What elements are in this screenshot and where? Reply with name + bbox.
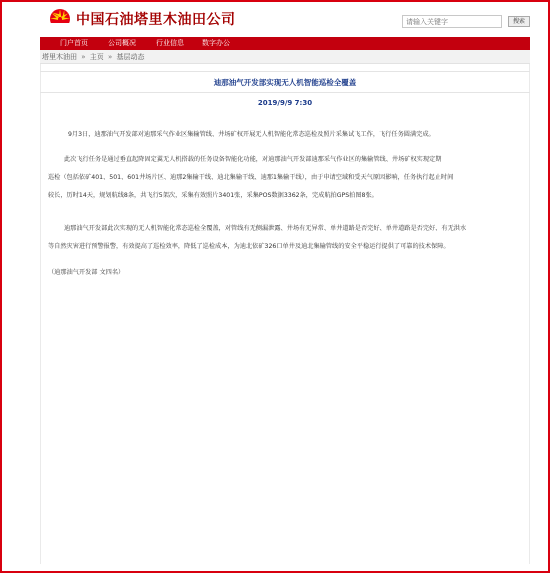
breadcrumb-item-tarim[interactable]: 塔里木油田 — [42, 53, 77, 61]
article-source: （迪那油气开发部 文四名） — [48, 269, 125, 276]
paragraph-line: 等自然灾害进行预警报警，有效提高了巡检效率，降低了巡检成本，为迪北依矿326口单井及迪北集输管线的安全平稳运行提供了可靠的技术保障。 — [48, 243, 450, 250]
article-title: 迪那油气开发部实现无人机智能巡检全覆盖 — [213, 78, 357, 87]
breadcrumb-separator: » — [108, 53, 113, 61]
divider — [40, 71, 530, 72]
search-button[interactable]: 搜索 — [508, 16, 530, 27]
breadcrumb-item-home[interactable]: 主页 — [89, 53, 104, 61]
paragraph-line: 此次飞行任务是通过垂直起降固定翼无人机搭载的任务设备智能化功能，对迪那油气开发部迪那采气作业区的集输管线、井场矿权实现定期 — [64, 156, 442, 163]
search-input[interactable] — [402, 15, 502, 28]
nav-item-home[interactable]: 门户首页 — [60, 39, 88, 47]
breadcrumb-separator: » — [81, 53, 86, 61]
divider — [40, 92, 530, 93]
paragraph-line: 迪那油气开发部此次实现的无人机智能化常态巡检全覆盖，对管线有无侧漏泄露、井场有无异常、单井道路是否完好、单井道路是否完好、有无洪水 — [64, 225, 467, 232]
article-paragraph-1 — [48, 126, 526, 144]
paragraph-line: 9月3日，迪那油气开发部对迪那采气作业区集输管线、井场矿权开展无人机智能化常态巡检及照片采集试飞工作，飞行任务圆满完成。 — [68, 131, 435, 138]
nav-item-digital-office[interactable]: 数字办公 — [202, 39, 230, 47]
article-paragraph-3 — [48, 220, 526, 256]
article-date: 2019/9/9 7:30 — [257, 99, 313, 107]
nav-item-industry-info[interactable]: 行业信息 — [156, 39, 184, 47]
paragraph-line: 巡检（包括依矿401、501、601井场片区、迪那2集输干线、迪北集输干线、迪那1集输干线），由于申请空域和受天气原因影响，任务执行起止时间 — [48, 174, 454, 181]
nav-item-company-overview[interactable]: 公司概况 — [108, 39, 136, 47]
paragraph-line: 较长，历时14天，规划航线8条，共飞行5架次，采集有效照片3401张，采集POS数据3362条，完成航拍GPS拍图8张。 — [48, 192, 378, 199]
site-header — [40, 6, 530, 32]
main-navbar — [40, 37, 530, 50]
article-paragraph-2 — [48, 151, 526, 205]
breadcrumb — [40, 50, 530, 64]
breadcrumb-item-grassroots-news[interactable]: 基层动态 — [116, 53, 145, 61]
petrochina-logo-icon[interactable] — [48, 6, 72, 30]
site-title[interactable]: 中国石油塔里木油田公司 — [76, 12, 236, 28]
